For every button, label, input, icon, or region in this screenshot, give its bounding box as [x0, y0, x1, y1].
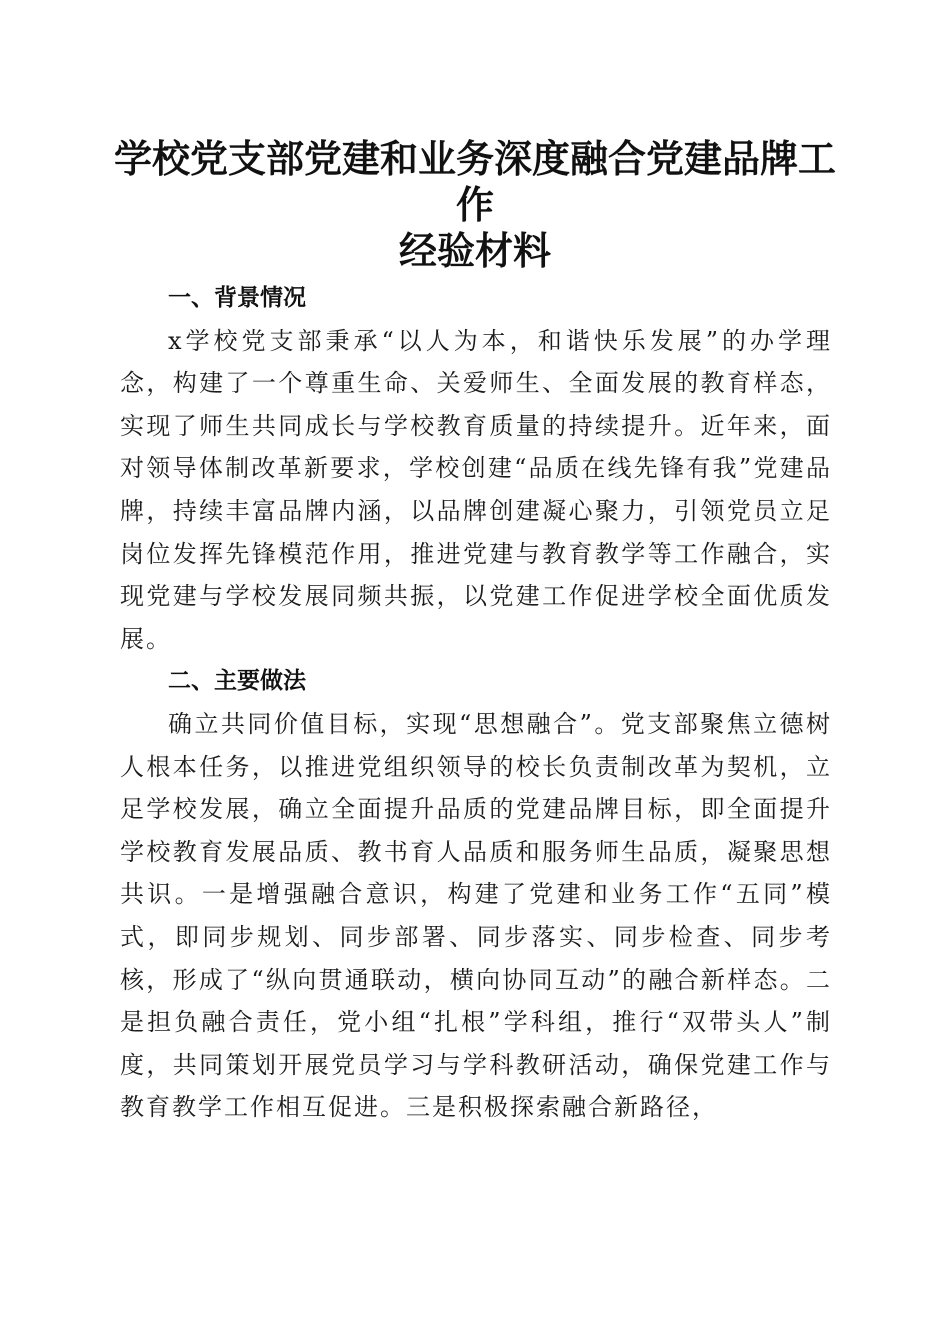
- section-heading-main-practices: 二、主要做法: [168, 668, 306, 695]
- title-line-1: 学校党支部党建和业务深度融合党建品牌工作: [113, 136, 836, 227]
- title-line-2: 经验材料: [398, 228, 551, 273]
- section-heading-background: 一、背景情况: [168, 285, 306, 311]
- document-title: [100, 136, 850, 274]
- document-body: [120, 277, 832, 1129]
- paragraph-background: x学校党支部秉承“以人为本，和谐快乐发展”的办学理念，构建了一个尊重生命、关爱师生、全面发展的教育样态，实现了师生共同成长与学校教育质量的持续提升。近年来，面对领导体制改革新要求，学校创建“品质在线先锋有我”党建品牌，持续丰富品牌内涵，以品牌创建凝心聚力，引领党员立足岗位发挥先锋模范作用，推进党建与教育教学等工作融合，实现党建与学校发展同频共振，以党建工作促进学校全面优质发展。: [120, 326, 832, 653]
- paragraph-main-practices: 确立共同价值目标，实现“思想融合”。党支部聚焦立德树人根本任务，以推进党组织领导的校长负责制改革为契机，立足学校发展，确立全面提升品质的党建品牌目标，即全面提升学校教育发展品质、教书育人品质和服务师生品质，凝聚思想共识。一是增强融合意识，构建了党建和业务工作“五同”模式，即同步规划、同步部署、同步落实、同步检查、同步考核，形成了“纵向贯通联动，横向协同互动”的融合新样态。二是担负融合责任，党小组“扎根”学科组，推行“双带头人”制度，共同策划开展党员学习与学科教研活动，确保党建工作与教育教学工作相互促进。三是积极探索融合新路径，: [120, 709, 832, 1122]
